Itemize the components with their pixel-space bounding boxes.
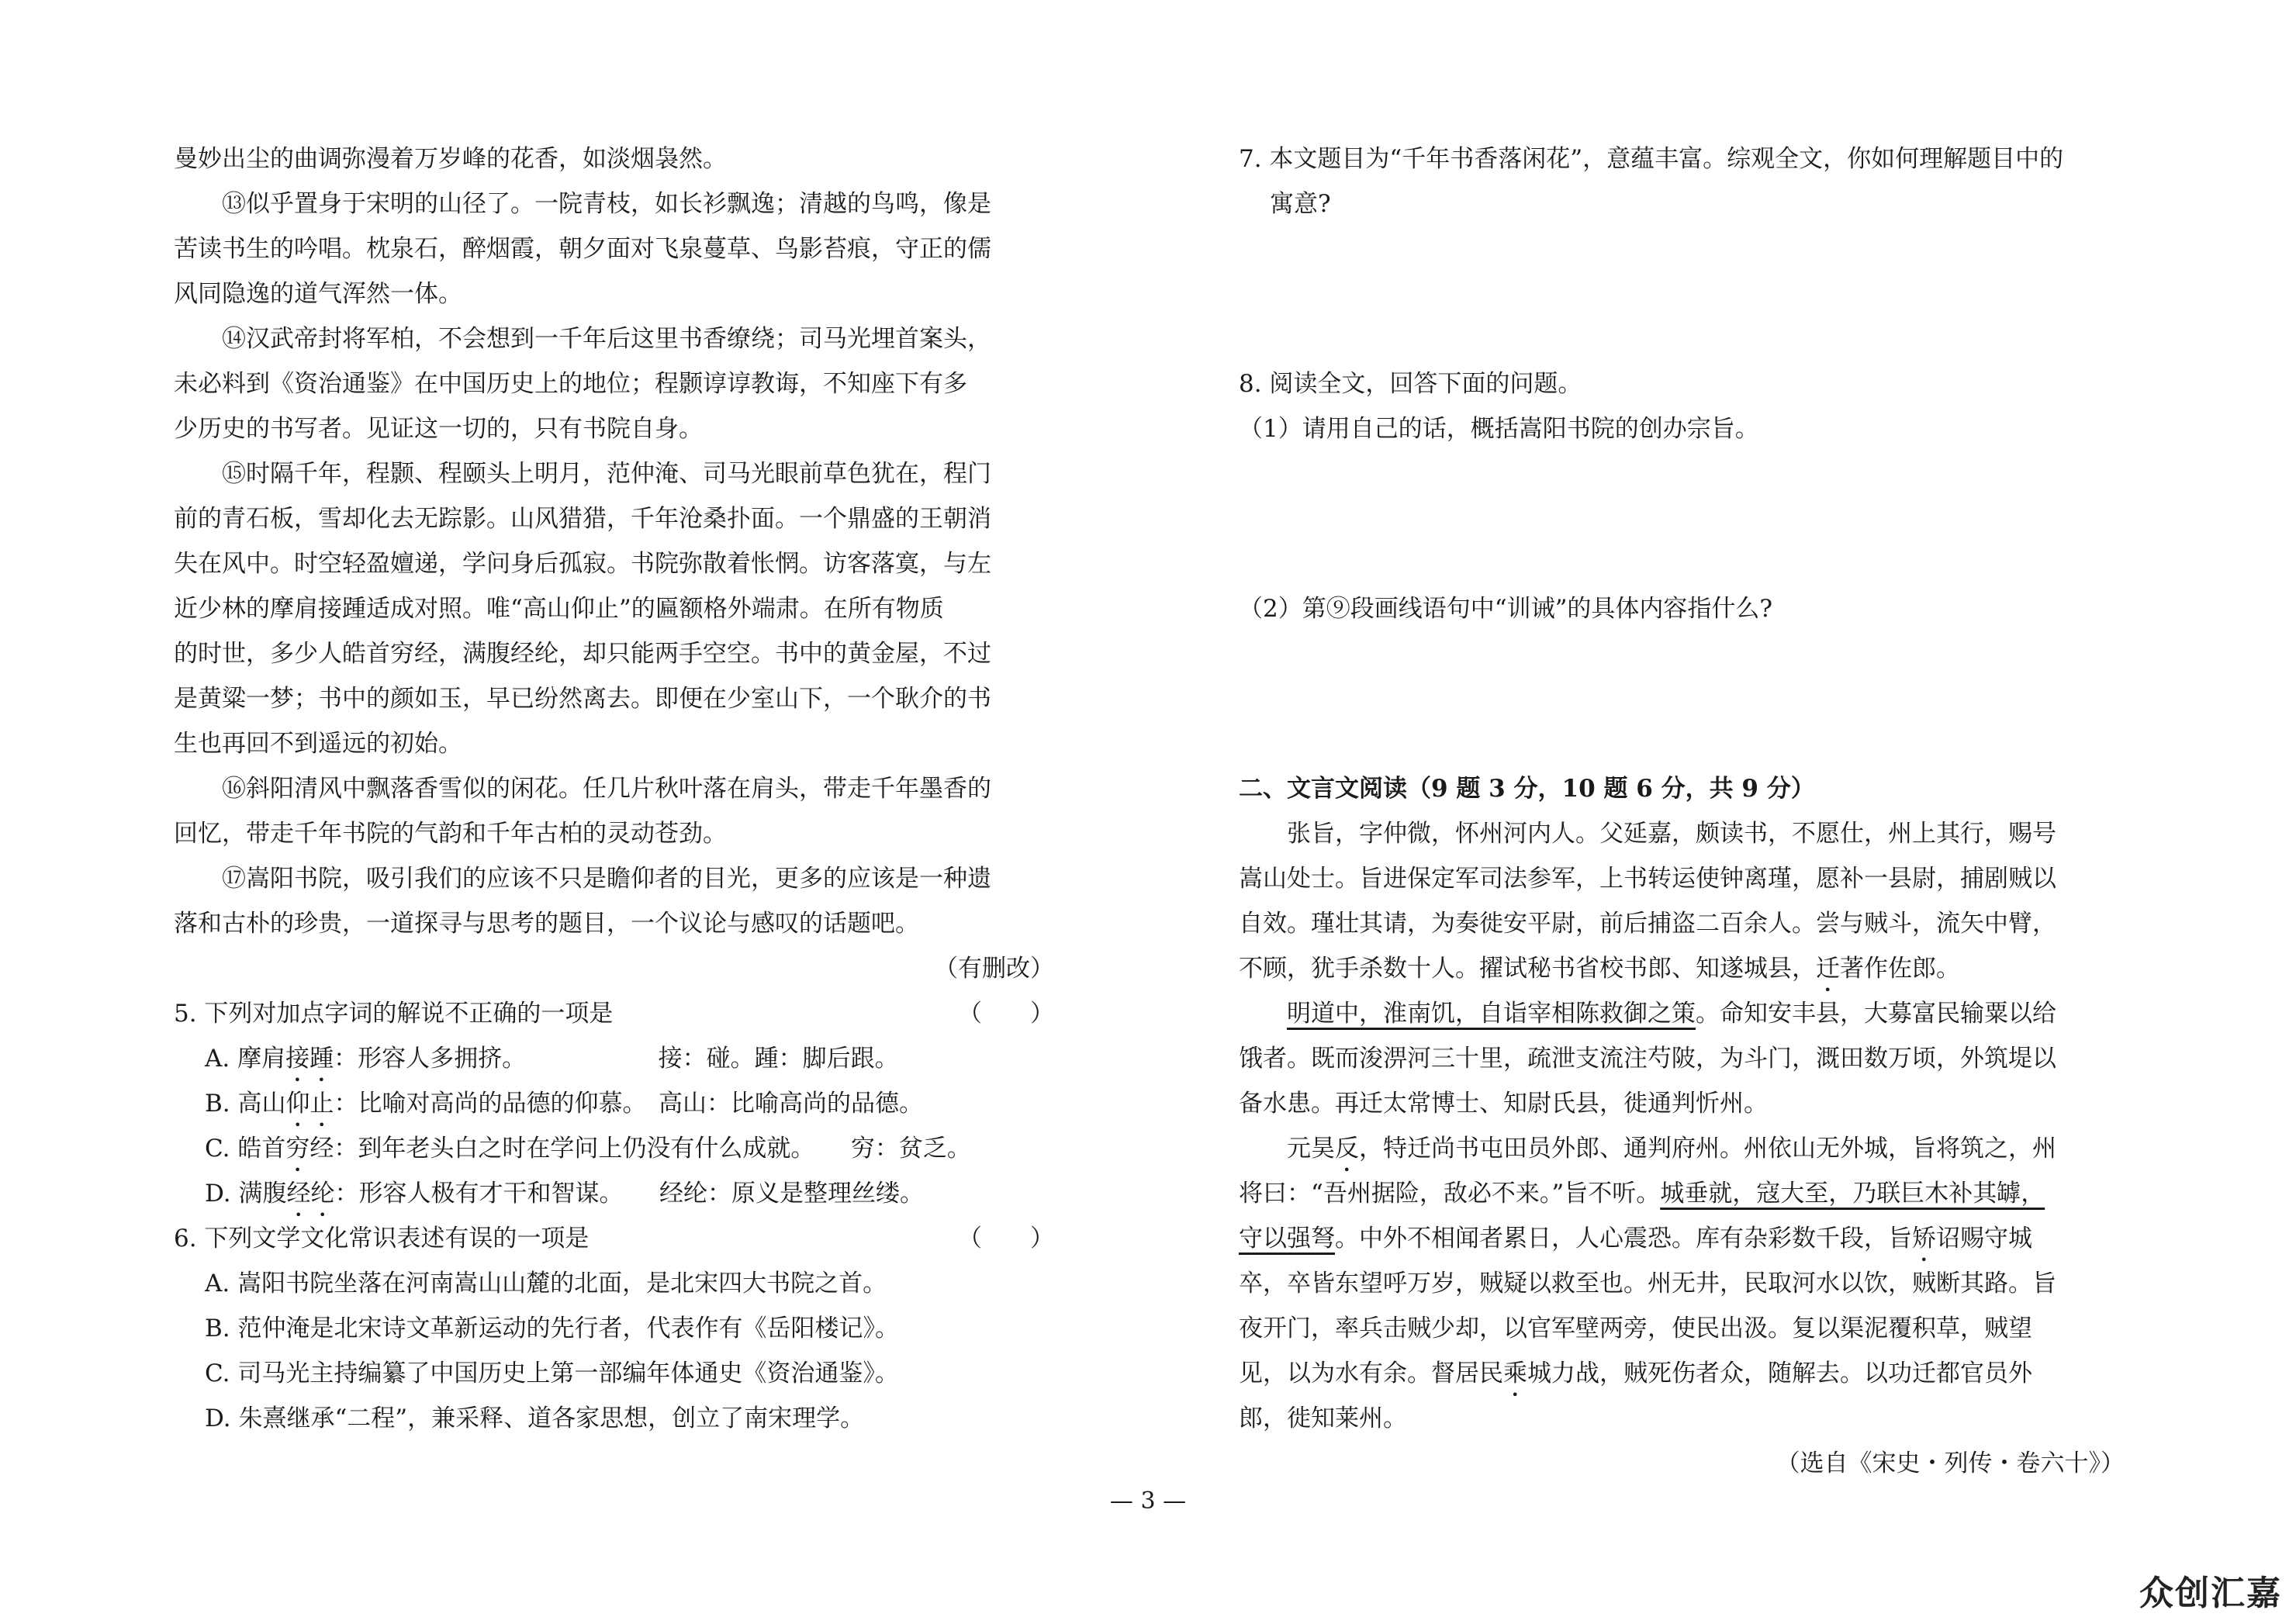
text-line: 失在风中。时空轻盈嬗递，学问身后孤寂。书院弥散着怅惘。访客落寞，与左 bbox=[174, 550, 991, 578]
question-8-2: （2）第⑨段画线语句中“训诫”的具体内容指什么? bbox=[1239, 595, 1773, 623]
text-line: 卒，卒皆东望呼万岁，贼疑以救至也。州无井，民取河水以饮，贼断其路。旨 bbox=[1239, 1270, 2056, 1297]
text-line: 郎，徙知莱州。 bbox=[1239, 1405, 1407, 1432]
underlined-sentence: 城垂就，寇大至，乃联巨木补其罅， bbox=[1660, 1180, 2045, 1208]
text-line: ⑰嵩阳书院，吸引我们的应该不只是瞻仰者的目光，更多的应该是一种遗 bbox=[222, 865, 991, 893]
answer-space bbox=[1239, 226, 2125, 361]
text-line: 见，以为水有余。督居民乘城力战，贼死伤者众，随解去。以功迁都官员外 bbox=[1239, 1360, 2032, 1387]
answer-paren: （ ） bbox=[958, 1225, 1054, 1253]
text-line: 回忆，带走千年书院的气韵和千年古柏的灵动苍劲。 bbox=[174, 820, 727, 848]
page-number: — 3 — bbox=[1109, 1488, 1187, 1515]
text-line: ⑯斜阳清风中飘落香雪似的闲花。任几片秋叶落在肩头，带走千年墨香的 bbox=[222, 775, 991, 803]
text-line: 未必料到《资治通鉴》在中国历史上的地位；程颢谆谆教诲，不知座下有多 bbox=[174, 370, 967, 398]
text-line: 嵩山处士。旨进保定军司法参军，上书转运使钟离瑾，愿补一县尉，捕剧贼以 bbox=[1239, 865, 2056, 893]
text-line: 不顾，犹手杀数十人。擢试秘书省校书郎、知遂城县，迁著作佐郎。 bbox=[1239, 955, 1960, 983]
text-line: 备水患。再迁太常博士、知尉氏县，徙通判忻州。 bbox=[1239, 1090, 1768, 1118]
option-b: B. 范仲淹是北宋诗文革新运动的先行者，代表作有《岳阳楼记》。 bbox=[205, 1315, 899, 1342]
text-line: 苦读书生的吟唱。枕泉石，醉烟霞，朝夕面对飞泉蔓草、鸟影苔痕，守正的儒 bbox=[174, 235, 991, 263]
watermark-logo: 众创汇嘉 bbox=[2139, 1574, 2282, 1613]
underlined-sentence: 明道中，淮南饥，自诣宰相陈救御之策 bbox=[1287, 1000, 1696, 1028]
section-heading: 二、文言文阅读（9 题 3 分，10 题 6 分，共 9 分） bbox=[1239, 775, 1815, 803]
option-a: A. 摩肩接踵：形容人多拥挤。 接：碰。踵：脚后跟。 bbox=[205, 1045, 899, 1073]
source-note: （有删改） bbox=[934, 955, 1054, 983]
text-line: 曼妙出尘的曲调弥漫着万岁峰的花香，如淡烟袅然。 bbox=[174, 145, 727, 173]
text-line: 生也再回不到遥远的初始。 bbox=[174, 730, 462, 758]
text-line: 的时世，多少人皓首穷经，满腹经纶，却只能两手空空。书中的黄金屋，不过 bbox=[174, 640, 991, 668]
text-line: 元昊反，特迁尚书屯田员外郎、通判府州。州依山无外城，旨将筑之，州 bbox=[1287, 1135, 2056, 1163]
underlined-sentence: 守以强弩 bbox=[1239, 1225, 1335, 1253]
text-line: ⑮时隔千年，程颢、程颐头上明月，范仲淹、司马光眼前草色犹在，程门 bbox=[222, 460, 991, 488]
question-8-1: （1）请用自己的话，概括嵩阳书院的创办宗旨。 bbox=[1239, 415, 1759, 443]
text-line: 饿者。既而浚淠河三十里，疏泄支流注芍陂，为斗门，溉田数万顷，外筑堤以 bbox=[1239, 1045, 2056, 1073]
option-d: D. 满腹经纶：形容人极有才干和智谋。 经纶：原义是整理丝缕。 bbox=[205, 1180, 924, 1208]
text-line: 自效。瑾壮其请，为奏徙安平尉，前后捕盗二百余人。尝与贼斗，流矢中臂， bbox=[1239, 910, 2056, 938]
source-note: （选自《宋史・列传・卷六十》） bbox=[1776, 1450, 2125, 1477]
option-a: A. 嵩阳书院坐落在河南嵩山山麓的北面，是北宋四大书院之首。 bbox=[205, 1270, 887, 1297]
answer-paren: （ ） bbox=[958, 1000, 1054, 1028]
text-line: 夜开门，率兵击贼少却，以官军壁两旁，使民出汲。复以渠泥覆积草，贼望 bbox=[1239, 1315, 2032, 1342]
answer-space bbox=[1239, 451, 2125, 586]
right-column bbox=[1239, 136, 2125, 1486]
option-c: C. 皓首穷经：到年老头白之时在学问上仍没有什么成就。 穷：贫乏。 bbox=[205, 1135, 971, 1163]
text-line: 风同隐逸的道气浑然一体。 bbox=[174, 280, 462, 308]
question-6-stem: 6. 下列文学文化常识表述有误的一项是 （ ） bbox=[174, 1216, 1054, 1261]
question-8-stem: 8. 阅读全文，回答下面的问题。 bbox=[1239, 370, 1582, 398]
text-line: 明道中，淮南饥，自诣宰相陈救御之策。命知安丰县，大募富民输粟以给 bbox=[1287, 1000, 2056, 1028]
text-line: ⑭汉武帝封将军柏，不会想到一千年后这里书香缭绕；司马光埋首案头， bbox=[222, 325, 991, 353]
text-line: 前的青石板，雪却化去无踪影。山风猎猎，千年沧桑扑面。一个鼎盛的王朝消 bbox=[174, 505, 991, 533]
question-7-stem-cont: 寓意? bbox=[1270, 190, 1331, 218]
option-c: C. 司马光主持编纂了中国历史上第一部编年体通史《资治通鉴》。 bbox=[205, 1360, 899, 1387]
text-line: 落和古朴的珍贵，一道探寻与思考的题目，一个议论与感叹的话题吧。 bbox=[174, 910, 919, 938]
answer-space bbox=[1239, 631, 2125, 766]
text-line: 近少林的摩肩接踵适成对照。唯“高山仰止”的匾额格外端肃。在所有物质 bbox=[174, 595, 944, 623]
text-line: 张旨，字仲微，怀州河内人。父延嘉，颇读书，不愿仕，州上其行，赐号 bbox=[1287, 820, 2056, 848]
text-line: 守以强弩。中外不相闻者累日，人心震恐。库有杂彩数千段，旨矫诏赐守城 bbox=[1239, 1225, 2032, 1253]
text-line: ⑬似乎置身于宋明的山径了。一院青枝，如长衫飘逸；清越的鸟鸣，像是 bbox=[222, 190, 991, 218]
option-b: B. 高山仰止：比喻对高尚的品德的仰慕。 高山：比喻高尚的品德。 bbox=[205, 1090, 923, 1118]
question-5-stem: 5. 下列对加点字词的解说不正确的一项是 （ ） bbox=[174, 991, 1054, 1036]
text-line: 是黄粱一梦；书中的颜如玉，早已纷然离去。即便在少室山下，一个耿介的书 bbox=[174, 685, 991, 713]
text-line: 少历史的书写者。见证这一切的，只有书院自身。 bbox=[174, 415, 703, 443]
option-d: D. 朱熹继承“二程”，兼采释、道各家思想，创立了南宋理学。 bbox=[205, 1405, 865, 1432]
question-7-stem: 7. 本文题目为“千年书香落闲花”，意蕴丰富。综观全文，你如何理解题目中的 bbox=[1239, 145, 2064, 173]
text-line: 将曰：“吾州据险，敌必不来。”旨不听。城垂就，寇大至，乃联巨木补其罅， bbox=[1239, 1180, 2045, 1208]
left-column bbox=[174, 136, 1054, 1441]
